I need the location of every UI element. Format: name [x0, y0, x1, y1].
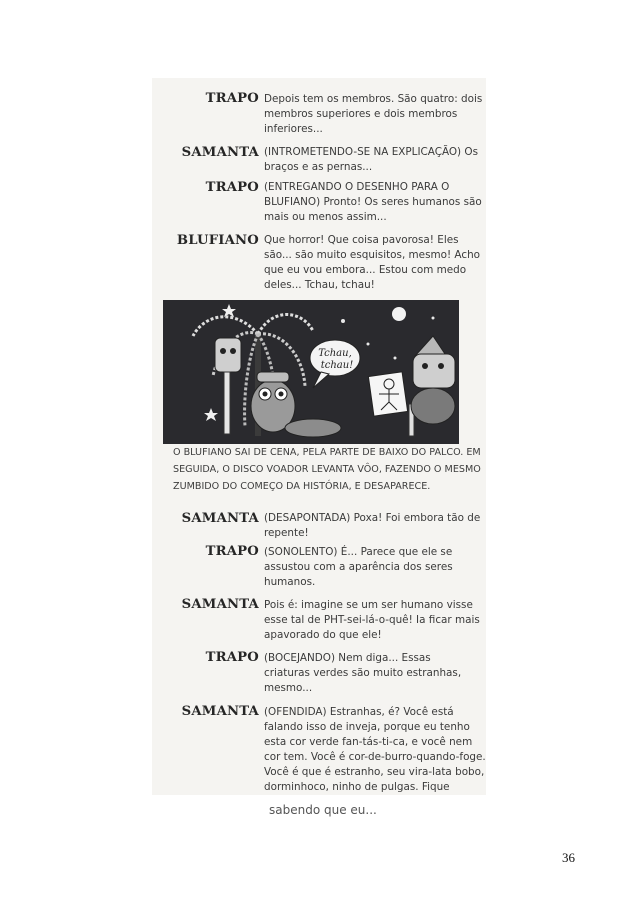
scanned-page	[152, 78, 486, 795]
speaker-name: TRAPO	[205, 180, 259, 195]
dialogue-line: cor tem. Você é cor-de-burro-quando-foge.	[264, 751, 486, 763]
dialogue-line: falando isso de inveja, porque eu tenho	[264, 721, 470, 733]
dialogue-line: (BOCEJANDO) Nem diga... Essas	[264, 652, 431, 664]
speaker-name: SAMANTA	[181, 511, 259, 526]
dialogue-line: mesmo...	[264, 682, 313, 694]
stage-direction-line: ZUMBIDO DO COMEÇO DA HISTÓRIA, E DESAPARECE.	[173, 481, 431, 492]
speaker-name: SAMANTA	[181, 704, 259, 719]
dialogue-line: repente!	[264, 527, 309, 539]
bubble-text-line: Tchau,	[318, 348, 352, 359]
dialogue-line: (SONOLENTO) É... Parece que ele se	[264, 546, 453, 558]
speaker-name: SAMANTA	[181, 597, 259, 612]
dialogue-line: esse tal de PHT-sei-lá-o-quê! Ia ficar mais	[264, 614, 480, 626]
speaker-name: SAMANTA	[181, 145, 259, 160]
speaker-name: TRAPO	[205, 91, 259, 106]
stage-direction-line: O BLUFIANO SAI DE CENA, PELA PARTE DE BAIXO DO PALCO. EM	[173, 447, 481, 458]
dialogue-line: Você é que é estranho, seu vira-lata bobo,	[264, 766, 485, 778]
dialogue-line: que eu vou embora... Estou com medo	[264, 264, 467, 276]
dialogue-line: criaturas verdes são muito estranhas,	[264, 667, 462, 679]
dialogue-line: assustou com a aparência dos seres	[264, 561, 453, 573]
dialogue-line: Depois tem os membros. São quatro: dois	[264, 93, 483, 105]
speaker-name: TRAPO	[205, 650, 259, 665]
dialogue-line: Que horror! Que coisa pavorosa! Eles	[264, 234, 459, 246]
dialogue-line: (DESAPONTADA) Poxa! Foi embora tão de	[264, 512, 481, 524]
speaker-name: BLUFIANO	[176, 233, 259, 248]
dialogue-line: humanos.	[264, 576, 316, 588]
dialogue-line: são... são muito esquisitos, mesmo! Acho	[264, 249, 481, 261]
dialogue-line: (ENTREGANDO O DESENHO PARA O	[264, 181, 450, 193]
moon	[392, 307, 406, 321]
dialogue-line: Pois é: imagine se um ser humano visse	[264, 599, 473, 611]
dialogue-line: (OFENDIDA) Estranhas, é? Você está	[264, 706, 454, 718]
dialogue-line: apavorado do que ele!	[264, 629, 382, 641]
dialogue-line: esta cor verde fan-tás-ti-ca, e você nem	[264, 736, 473, 748]
bubble-text-line: tchau!	[320, 360, 354, 371]
dialogue-line: dorminhoco, ninho de pulgas. Fique	[264, 781, 450, 793]
stage-direction-line: SEGUIDA, O DISCO VOADOR LEVANTA VÔO, FAZENDO O MESMO	[173, 464, 481, 475]
dialogue-line: deles... Tchau, tchau!	[264, 279, 375, 291]
dialogue-line: braços e as pernas...	[264, 161, 373, 173]
dialogue-line: (INTROMETENDO-SE NA EXPLICAÇÃO) Os	[264, 146, 479, 158]
dialogue-line: BLUFIANO) Pronto! Os seres humanos são	[264, 196, 482, 208]
dialogue-line-continued: sabendo que eu...	[269, 803, 377, 817]
dialogue-line: inferiores...	[264, 123, 323, 135]
speaker-name: TRAPO	[205, 544, 259, 559]
page-number: 36	[562, 850, 575, 865]
dialogue-line: membros superiores e dois membros	[264, 108, 458, 120]
dialogue-line: mais ou menos assim...	[264, 211, 387, 223]
night-scene-illustration	[163, 296, 459, 446]
